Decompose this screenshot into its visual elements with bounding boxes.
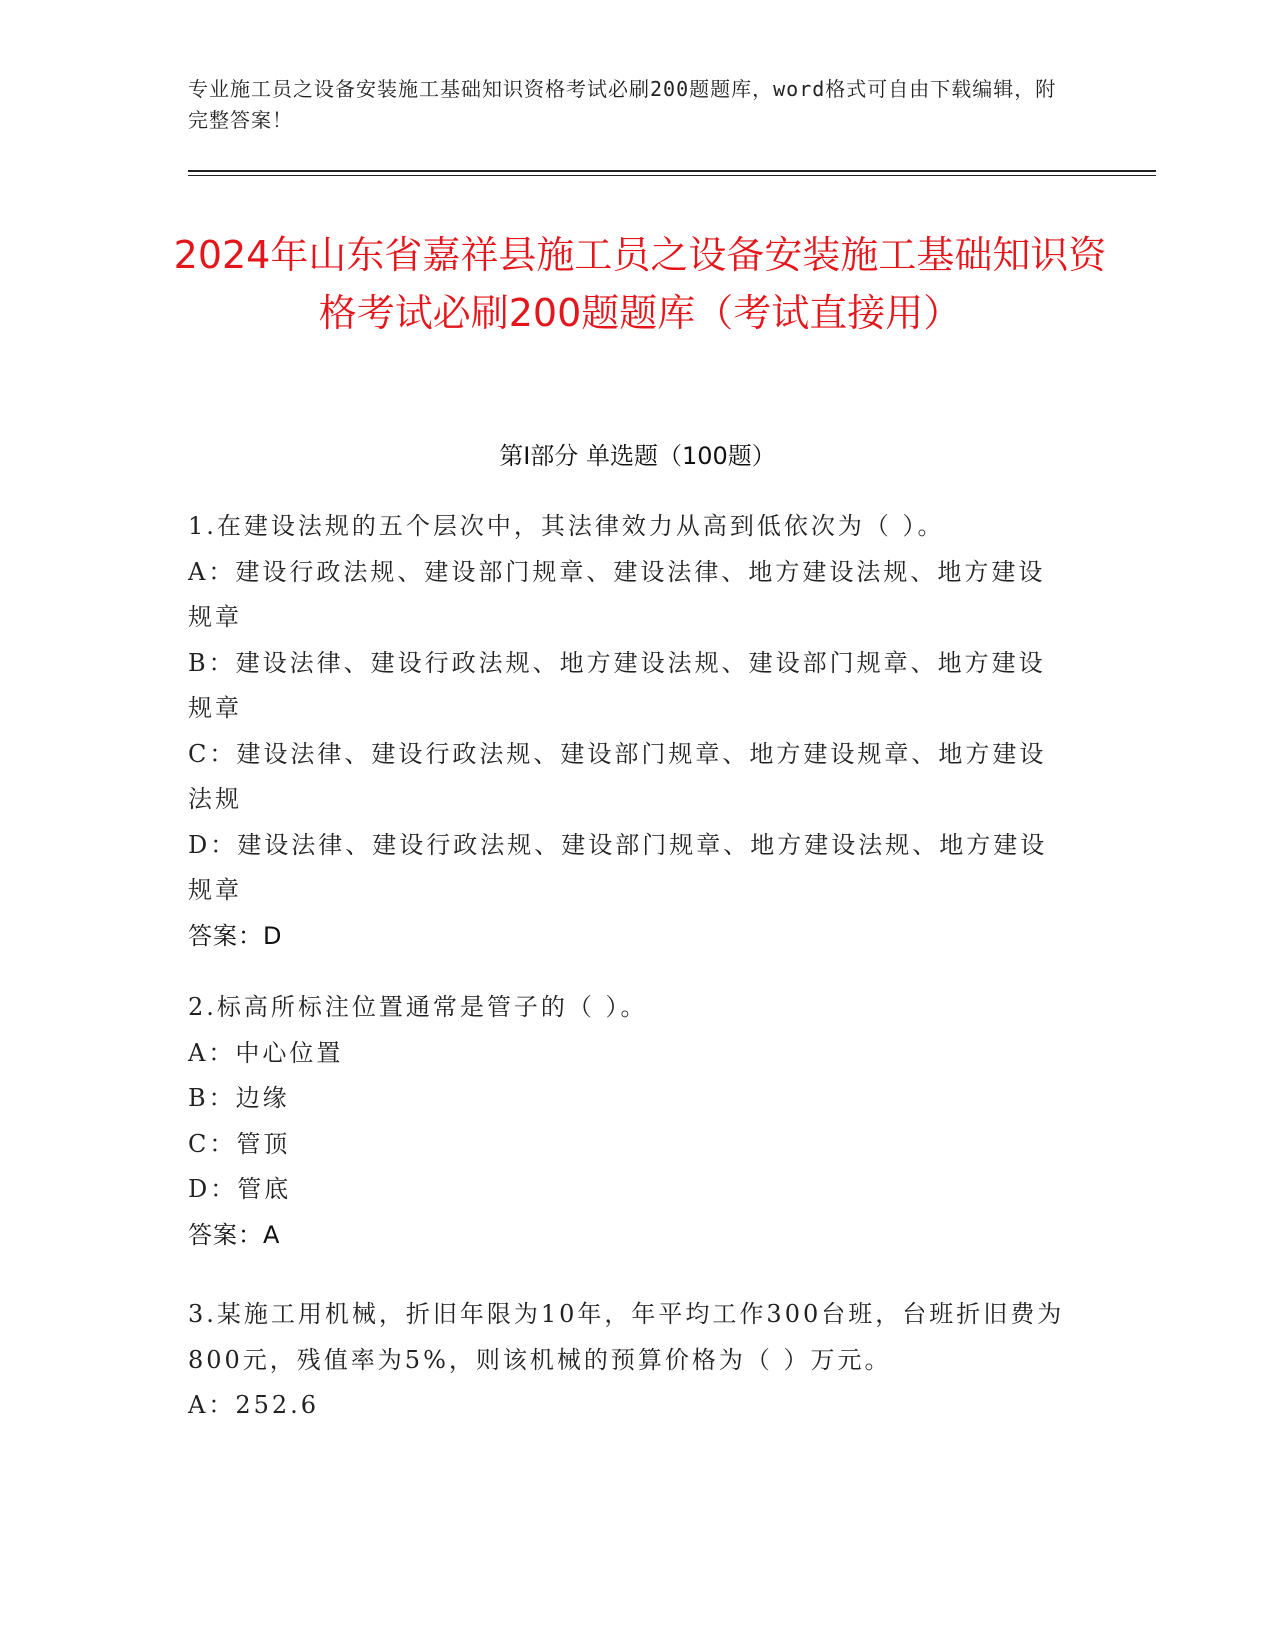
header-divider-thick xyxy=(188,170,1156,172)
option-a: A：中心位置 xyxy=(188,1038,344,1067)
answer: 答案：A xyxy=(188,1220,281,1249)
option-d: D：建设法律、建设行政法规、建设部门规章、地方建设法规、地方建设规章 xyxy=(188,830,1048,904)
question-stem: 3.某施工用机械，折旧年限为10年，年平均工作300台班，台班折旧费为800元，残值率为5%，则该机械的预算价格为（ ）万元。 xyxy=(188,1300,1065,1374)
header-divider-thin xyxy=(188,175,1156,176)
option-a: A：252.6 xyxy=(188,1391,320,1419)
option-c: C：建设法律、建设行政法规、建设部门规章、地方建设规章、地方建设法规 xyxy=(188,739,1047,813)
question-stem: 1.在建设法规的五个层次中，其法律效力从高到低依次为（ ）。 xyxy=(188,512,945,540)
section-title: 第Ⅰ部分 单选题（100题） xyxy=(499,442,776,470)
option-c: C：管顶 xyxy=(188,1129,291,1158)
question-2 xyxy=(188,985,1068,1258)
question-stem: 2.标高所标注位置通常是管子的（ ）。 xyxy=(188,993,648,1021)
answer: 答案：D xyxy=(188,921,283,950)
header-note: 专业施工员之设备安装施工基础知识资格考试必刷200题题库，word格式可自由下载编辑，附完整答案！ xyxy=(188,77,1057,132)
option-d: D：管底 xyxy=(188,1175,292,1203)
question-1 xyxy=(188,504,1068,959)
option-b: B：边缘 xyxy=(188,1084,290,1112)
option-a: A：建设行政法规、建设部门规章、建设法律、地方建设法规、地方建设规章 xyxy=(188,557,1046,631)
document-title: 2024年山东省嘉祥县施工员之设备安装施工基础知识资格考试必刷200题题库（考试直接用） xyxy=(173,233,1107,335)
question-3 xyxy=(188,1292,1068,1429)
option-b: B：建设法律、建设行政法规、地方建设法规、建设部门规章、地方建设规章 xyxy=(188,648,1046,722)
